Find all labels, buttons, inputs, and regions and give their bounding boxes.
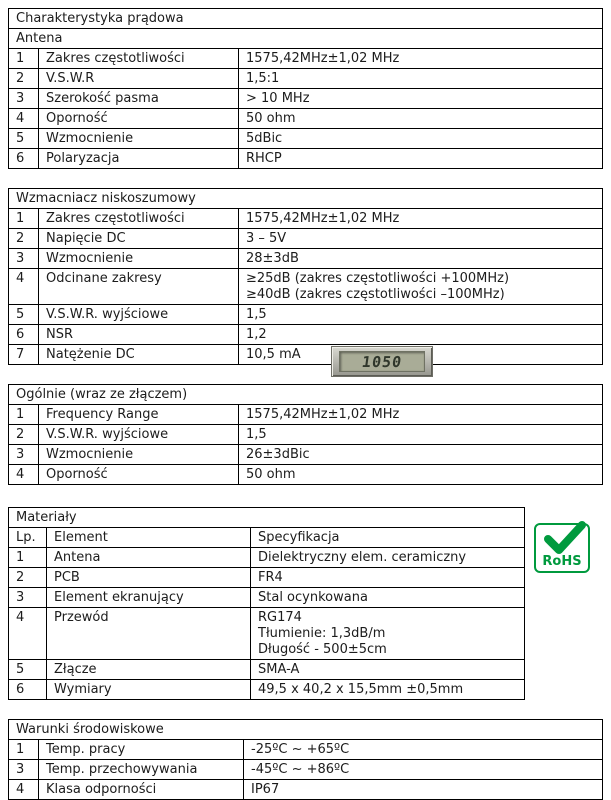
row-number: 6 <box>9 149 39 168</box>
row-number: 6 <box>9 680 47 699</box>
row-value <box>239 325 602 344</box>
value-line: 50 ohm <box>246 111 296 126</box>
table-row <box>9 779 602 799</box>
table-row <box>9 148 602 168</box>
row-label: V.S.W.R. wyjściowe <box>39 425 239 444</box>
table-row <box>9 48 602 68</box>
row-value <box>251 680 524 699</box>
table-title-row <box>9 9 602 28</box>
table-title-row <box>9 508 524 527</box>
row-number: 4 <box>9 269 39 304</box>
electrical-antenna-table <box>8 8 603 169</box>
value-line: 1,2 <box>246 327 267 342</box>
table-row <box>9 607 524 659</box>
lcd-screen <box>339 351 425 372</box>
value-line: 3 – 5V <box>246 231 287 246</box>
row-value <box>251 548 524 567</box>
value-line: Dielektryczny elem. ceramiczny <box>258 550 467 565</box>
row-number: 2 <box>9 69 39 88</box>
rohs-check-icon <box>543 521 587 555</box>
row-label: Złącze <box>47 660 251 679</box>
row-label: Wymiary <box>47 680 251 699</box>
row-value <box>251 568 524 587</box>
value-line: 1,5 <box>246 307 267 322</box>
row-value <box>239 465 602 484</box>
row-value <box>239 149 602 168</box>
row-value <box>239 345 602 371</box>
antenna-rows <box>9 48 602 168</box>
row-value <box>239 249 602 268</box>
row-value <box>239 445 602 464</box>
row-number: 2 <box>9 568 47 587</box>
row-number: 5 <box>9 660 47 679</box>
value-line: -45ºC ~ +86ºC <box>251 762 350 777</box>
section-title-row <box>9 189 602 208</box>
row-label: Przewód <box>47 608 251 659</box>
value-line: 49,5 x 40,2 x 15,5mm ±0,5mm <box>258 682 464 697</box>
row-label: V.S.W.R <box>39 69 239 88</box>
row-number: 3 <box>9 445 39 464</box>
value-line: 1575,42MHz±1,02 MHz <box>246 211 400 226</box>
environment-rows <box>9 739 602 799</box>
spacer <box>8 485 603 507</box>
table-row <box>9 68 602 88</box>
section-title-antenna: Antena <box>16 31 63 46</box>
row-number: 2 <box>9 425 39 444</box>
overall-table <box>8 384 603 485</box>
row-value <box>251 588 524 607</box>
table-title-row <box>9 720 602 739</box>
lcd-digits: 1050 <box>360 352 404 371</box>
spacer <box>8 169 603 188</box>
row-value <box>251 660 524 679</box>
table-row <box>9 547 524 567</box>
table-row <box>9 268 602 304</box>
row-label: Element ekranujący <box>47 588 251 607</box>
row-number: 5 <box>9 129 39 148</box>
value-line: 28±3dB <box>246 251 299 266</box>
column-header-spec: Specyfikacja <box>258 530 340 545</box>
row-value <box>239 69 602 88</box>
row-label: Napięcie DC <box>39 229 239 248</box>
row-number: 3 <box>9 249 39 268</box>
row-label: Temp. przechowywania <box>39 760 244 779</box>
value-line: 10,5 mA <box>246 347 301 362</box>
row-number: 1 <box>9 548 47 567</box>
row-label: Antena <box>47 548 251 567</box>
row-number: 2 <box>9 229 39 248</box>
row-number: 3 <box>9 588 47 607</box>
row-value <box>239 129 602 148</box>
row-label: Temp. pracy <box>39 740 244 759</box>
row-value <box>239 405 602 424</box>
table-row <box>9 759 602 779</box>
row-number: 5 <box>9 305 39 324</box>
section-title-row <box>9 385 602 404</box>
row-number: 4 <box>9 109 39 128</box>
value-line: ≥25dB (zakres częstotliwości +100MHz) <box>246 271 510 286</box>
table-row <box>9 304 602 324</box>
table-row <box>9 464 602 484</box>
row-number: 4 <box>9 608 47 659</box>
row-value <box>244 760 602 779</box>
row-value <box>239 209 602 228</box>
value-line: 5dBic <box>246 131 283 146</box>
value-line: SMA-A <box>258 662 300 677</box>
lna-rows <box>9 208 602 371</box>
lna-table <box>8 188 603 371</box>
row-number: 1 <box>9 49 39 68</box>
row-number: 6 <box>9 325 39 344</box>
row-number: 4 <box>9 465 39 484</box>
environment-table-title: Warunki środowiskowe <box>16 722 164 737</box>
value-line: > 10 MHz <box>246 91 310 106</box>
row-label: Polaryzacja <box>39 149 239 168</box>
value-line: 1575,42MHz±1,02 MHz <box>246 407 400 422</box>
table-row <box>9 444 602 464</box>
row-number: 7 <box>9 345 39 364</box>
column-header-element: Element <box>47 528 251 547</box>
row-value <box>239 109 602 128</box>
table-row <box>9 228 602 248</box>
table-row <box>9 108 602 128</box>
row-label: Wzmocnienie <box>39 249 239 268</box>
value-line: ≥40dB (zakres częstotliwości –100MHz) <box>246 287 505 302</box>
value-line: RHCP <box>246 151 282 166</box>
rohs-label: RoHS <box>542 554 582 569</box>
value-line: Tłumienie: 1,3dB/m <box>258 626 386 641</box>
row-label: Zakres częstotliwości <box>39 49 239 68</box>
row-number: 3 <box>9 760 39 779</box>
row-value <box>244 780 602 799</box>
row-value <box>239 425 602 444</box>
materials-table-title: Materiały <box>16 510 77 525</box>
row-label: PCB <box>47 568 251 587</box>
spacer <box>8 365 603 384</box>
column-header-lp: Lp. <box>9 528 47 547</box>
row-label: Frequency Range <box>39 405 239 424</box>
table-row <box>9 739 602 759</box>
row-number: 1 <box>9 740 39 759</box>
multimeter-display-photo <box>331 346 433 377</box>
materials-rows <box>9 547 524 699</box>
row-label: V.S.W.R. wyjściowe <box>39 305 239 324</box>
row-number: 1 <box>9 405 39 424</box>
row-label: Natężenie DC <box>39 345 239 364</box>
spacer <box>8 700 603 719</box>
table-row <box>9 587 524 607</box>
table-row <box>9 208 602 228</box>
overall-rows <box>9 404 602 484</box>
value-line: 1,5 <box>246 427 267 442</box>
value-line: 1,5:1 <box>246 71 280 86</box>
row-number: 1 <box>9 209 39 228</box>
row-label: Odcinane zakresy <box>39 269 239 304</box>
table-row <box>9 424 602 444</box>
section-title-overall: Ogólnie (wraz ze złączem) <box>16 387 188 402</box>
row-label: NSR <box>39 325 239 344</box>
environment-table <box>8 719 603 800</box>
table-row <box>9 404 602 424</box>
row-value <box>239 229 602 248</box>
row-label: Wzmocnienie <box>39 445 239 464</box>
rohs-badge <box>534 523 590 573</box>
table-row <box>9 679 524 699</box>
table-row <box>9 567 524 587</box>
materials-section <box>8 507 603 700</box>
row-value <box>244 740 602 759</box>
value-line: 26±3dBic <box>246 447 310 462</box>
row-label: Wzmocnienie <box>39 129 239 148</box>
row-label: Szerokość pasma <box>39 89 239 108</box>
value-line: Długość - 500±5cm <box>258 642 387 657</box>
row-label: Zakres częstotliwości <box>39 209 239 228</box>
table-row <box>9 344 602 371</box>
table-row <box>9 248 602 268</box>
row-number: 3 <box>9 89 39 108</box>
section-title-lna: Wzmacniacz niskoszumowy <box>16 191 196 206</box>
table-row <box>9 88 602 108</box>
section-title-row <box>9 28 602 48</box>
column-header-row <box>9 527 524 547</box>
value-line: 50 ohm <box>246 467 296 482</box>
row-value <box>239 89 602 108</box>
value-line: -25ºC ~ +65ºC <box>251 742 350 757</box>
value-line: Stal ocynkowana <box>258 590 368 605</box>
row-label: Oporność <box>39 109 239 128</box>
table-row <box>9 324 602 344</box>
row-value <box>239 49 602 68</box>
value-line: 1575,42MHz±1,02 MHz <box>246 51 400 66</box>
materials-table <box>8 507 525 700</box>
row-value <box>239 305 602 324</box>
row-value <box>239 269 602 304</box>
table-row <box>9 128 602 148</box>
row-label: Oporność <box>39 465 239 484</box>
value-line: RG174 <box>258 610 302 625</box>
value-line: IP67 <box>251 782 280 797</box>
table-row <box>9 659 524 679</box>
row-value <box>251 608 524 659</box>
row-label: Klasa odporności <box>39 780 244 799</box>
value-line: FR4 <box>258 570 283 585</box>
row-number: 4 <box>9 780 39 799</box>
electrical-table-title: Charakterystyka prądowa <box>16 11 184 26</box>
